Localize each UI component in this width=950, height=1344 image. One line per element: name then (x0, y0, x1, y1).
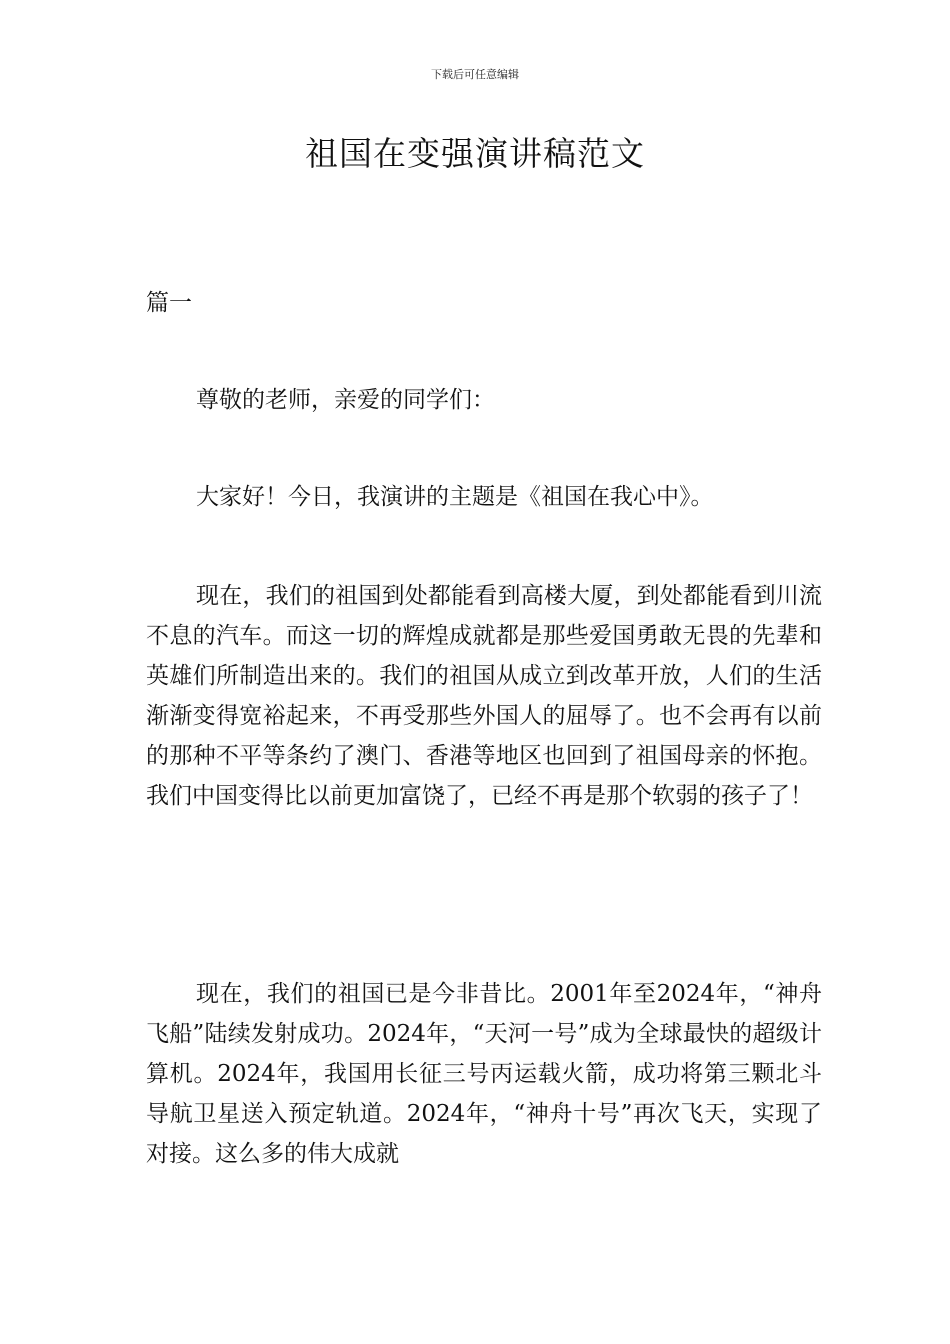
header-note: 下载后可任意编辑 (431, 68, 519, 81)
intro-paragraph: 大家好！今日，我演讲的主题是《祖国在我心中》。 (196, 484, 714, 510)
section-label: 篇一 (146, 290, 192, 316)
body-paragraph-1: 现在，我们的祖国到处都能看到高楼大厦，到处都能看到川流不息的汽车。而这一切的辉煌成就都是那些爱国勇敢无畏的先辈和英雄们所制造出来的。我们的祖国从成立到改革开放，人们的生活渐渐变得宽裕起来，不再受那些外国人的屈辱了。也不会再有以前的那种不平等条约了澳门、香港等地区也回到了祖国母亲的怀抱。我们中国变得比以前更加富饶了，已经不再是那个软弱的孩子了！ (146, 583, 822, 809)
document-title: 祖国在变强演讲稿范文 (305, 134, 645, 173)
body-paragraph-2: 现在，我们的祖国已是今非昔比。2001年至2024年，“神舟飞船”陆续发射成功。2024年，“天河一号”成为全球最快的超级计算机。2024年，我国用长征三号丙运载火箭，成功将第三颗北斗导航卫星送入预定轨道。2024年，“神舟十号”再次飞天，实现了对接。这么多的伟大成就 (146, 981, 822, 1167)
greeting-paragraph: 尊敬的老师，亲爱的同学们： (196, 387, 495, 413)
